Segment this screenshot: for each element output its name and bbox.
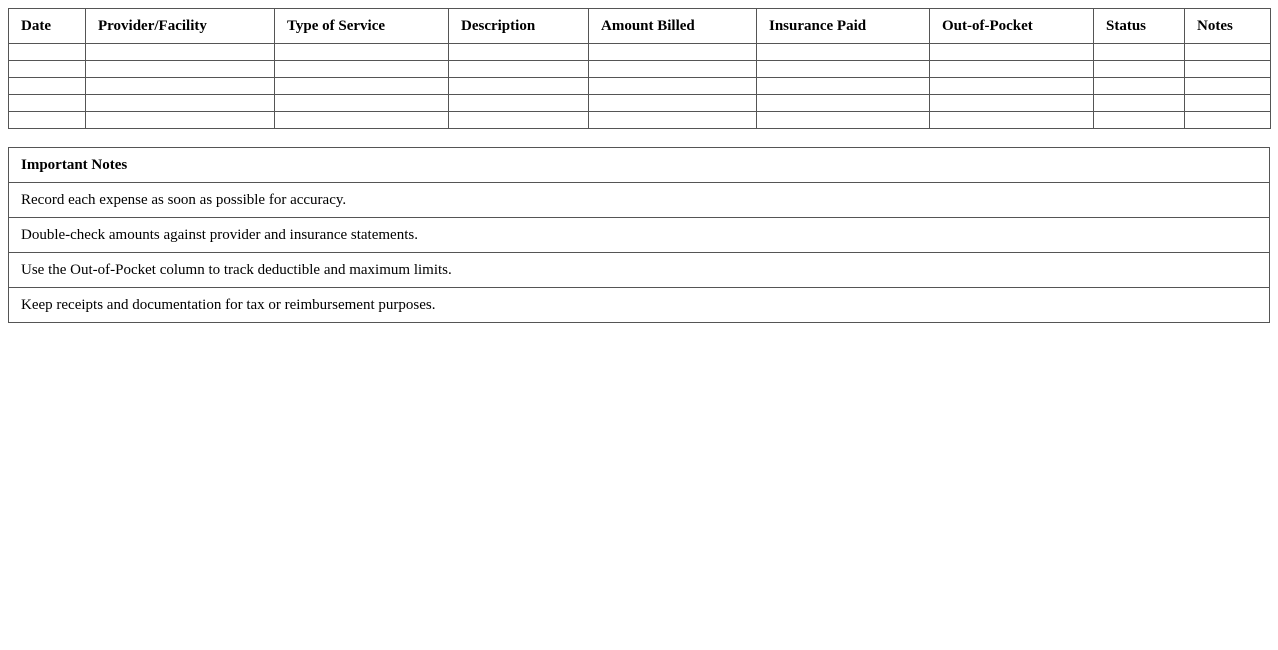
cell-status[interactable] bbox=[1094, 61, 1185, 78]
medical-expense-table bbox=[8, 8, 1271, 129]
cell-amount-billed[interactable] bbox=[589, 95, 757, 112]
cell-out-of-pocket[interactable] bbox=[930, 78, 1094, 95]
table-row bbox=[9, 78, 1271, 95]
note-item: Use the Out-of-Pocket column to track deductible and maximum limits. bbox=[9, 253, 1270, 288]
cell-provider-facility[interactable] bbox=[86, 78, 275, 95]
cell-out-of-pocket[interactable] bbox=[930, 95, 1094, 112]
important-notes-table bbox=[8, 147, 1270, 323]
cell-date[interactable] bbox=[9, 78, 86, 95]
table-row bbox=[9, 95, 1271, 112]
cell-insurance-paid[interactable] bbox=[757, 78, 930, 95]
note-item: Keep receipts and documentation for tax or reimbursement purposes. bbox=[9, 288, 1270, 323]
cell-provider-facility[interactable] bbox=[86, 44, 275, 61]
column-header-date: Date bbox=[9, 9, 86, 44]
cell-description[interactable] bbox=[449, 61, 589, 78]
cell-notes[interactable] bbox=[1185, 61, 1271, 78]
cell-provider-facility[interactable] bbox=[86, 95, 275, 112]
cell-type-of-service[interactable] bbox=[275, 112, 449, 129]
note-row bbox=[9, 183, 1270, 218]
note-item: Record each expense as soon as possible for accuracy. bbox=[9, 183, 1270, 218]
table-header-row bbox=[9, 9, 1271, 44]
table-row bbox=[9, 61, 1271, 78]
column-header-insurance-paid: Insurance Paid bbox=[757, 9, 930, 44]
cell-description[interactable] bbox=[449, 78, 589, 95]
cell-amount-billed[interactable] bbox=[589, 44, 757, 61]
table-row bbox=[9, 44, 1271, 61]
cell-provider-facility[interactable] bbox=[86, 112, 275, 129]
cell-description[interactable] bbox=[449, 95, 589, 112]
cell-description[interactable] bbox=[449, 112, 589, 129]
cell-amount-billed[interactable] bbox=[589, 112, 757, 129]
cell-date[interactable] bbox=[9, 44, 86, 61]
cell-type-of-service[interactable] bbox=[275, 61, 449, 78]
cell-date[interactable] bbox=[9, 61, 86, 78]
note-item: Double-check amounts against provider and insurance statements. bbox=[9, 218, 1270, 253]
cell-insurance-paid[interactable] bbox=[757, 61, 930, 78]
cell-amount-billed[interactable] bbox=[589, 61, 757, 78]
table-row bbox=[9, 112, 1271, 129]
cell-out-of-pocket[interactable] bbox=[930, 112, 1094, 129]
cell-status[interactable] bbox=[1094, 78, 1185, 95]
cell-type-of-service[interactable] bbox=[275, 95, 449, 112]
cell-date[interactable] bbox=[9, 112, 86, 129]
cell-out-of-pocket[interactable] bbox=[930, 44, 1094, 61]
cell-description[interactable] bbox=[449, 44, 589, 61]
cell-out-of-pocket[interactable] bbox=[930, 61, 1094, 78]
cell-insurance-paid[interactable] bbox=[757, 95, 930, 112]
column-header-type-of-service: Type of Service bbox=[275, 9, 449, 44]
note-row bbox=[9, 288, 1270, 323]
cell-status[interactable] bbox=[1094, 95, 1185, 112]
cell-notes[interactable] bbox=[1185, 112, 1271, 129]
cell-notes[interactable] bbox=[1185, 78, 1271, 95]
column-header-out-of-pocket: Out-of-Pocket bbox=[930, 9, 1094, 44]
cell-date[interactable] bbox=[9, 95, 86, 112]
cell-provider-facility[interactable] bbox=[86, 61, 275, 78]
column-header-status: Status bbox=[1094, 9, 1185, 44]
cell-insurance-paid[interactable] bbox=[757, 112, 930, 129]
note-row bbox=[9, 253, 1270, 288]
cell-insurance-paid[interactable] bbox=[757, 44, 930, 61]
notes-title: Important Notes bbox=[9, 148, 1270, 183]
note-row bbox=[9, 218, 1270, 253]
column-header-notes: Notes bbox=[1185, 9, 1271, 44]
cell-notes[interactable] bbox=[1185, 44, 1271, 61]
cell-status[interactable] bbox=[1094, 44, 1185, 61]
cell-status[interactable] bbox=[1094, 112, 1185, 129]
cell-amount-billed[interactable] bbox=[589, 78, 757, 95]
cell-type-of-service[interactable] bbox=[275, 44, 449, 61]
cell-type-of-service[interactable] bbox=[275, 78, 449, 95]
column-header-amount-billed: Amount Billed bbox=[589, 9, 757, 44]
notes-header-row bbox=[9, 148, 1270, 183]
cell-notes[interactable] bbox=[1185, 95, 1271, 112]
column-header-provider-facility: Provider/Facility bbox=[86, 9, 275, 44]
column-header-description: Description bbox=[449, 9, 589, 44]
